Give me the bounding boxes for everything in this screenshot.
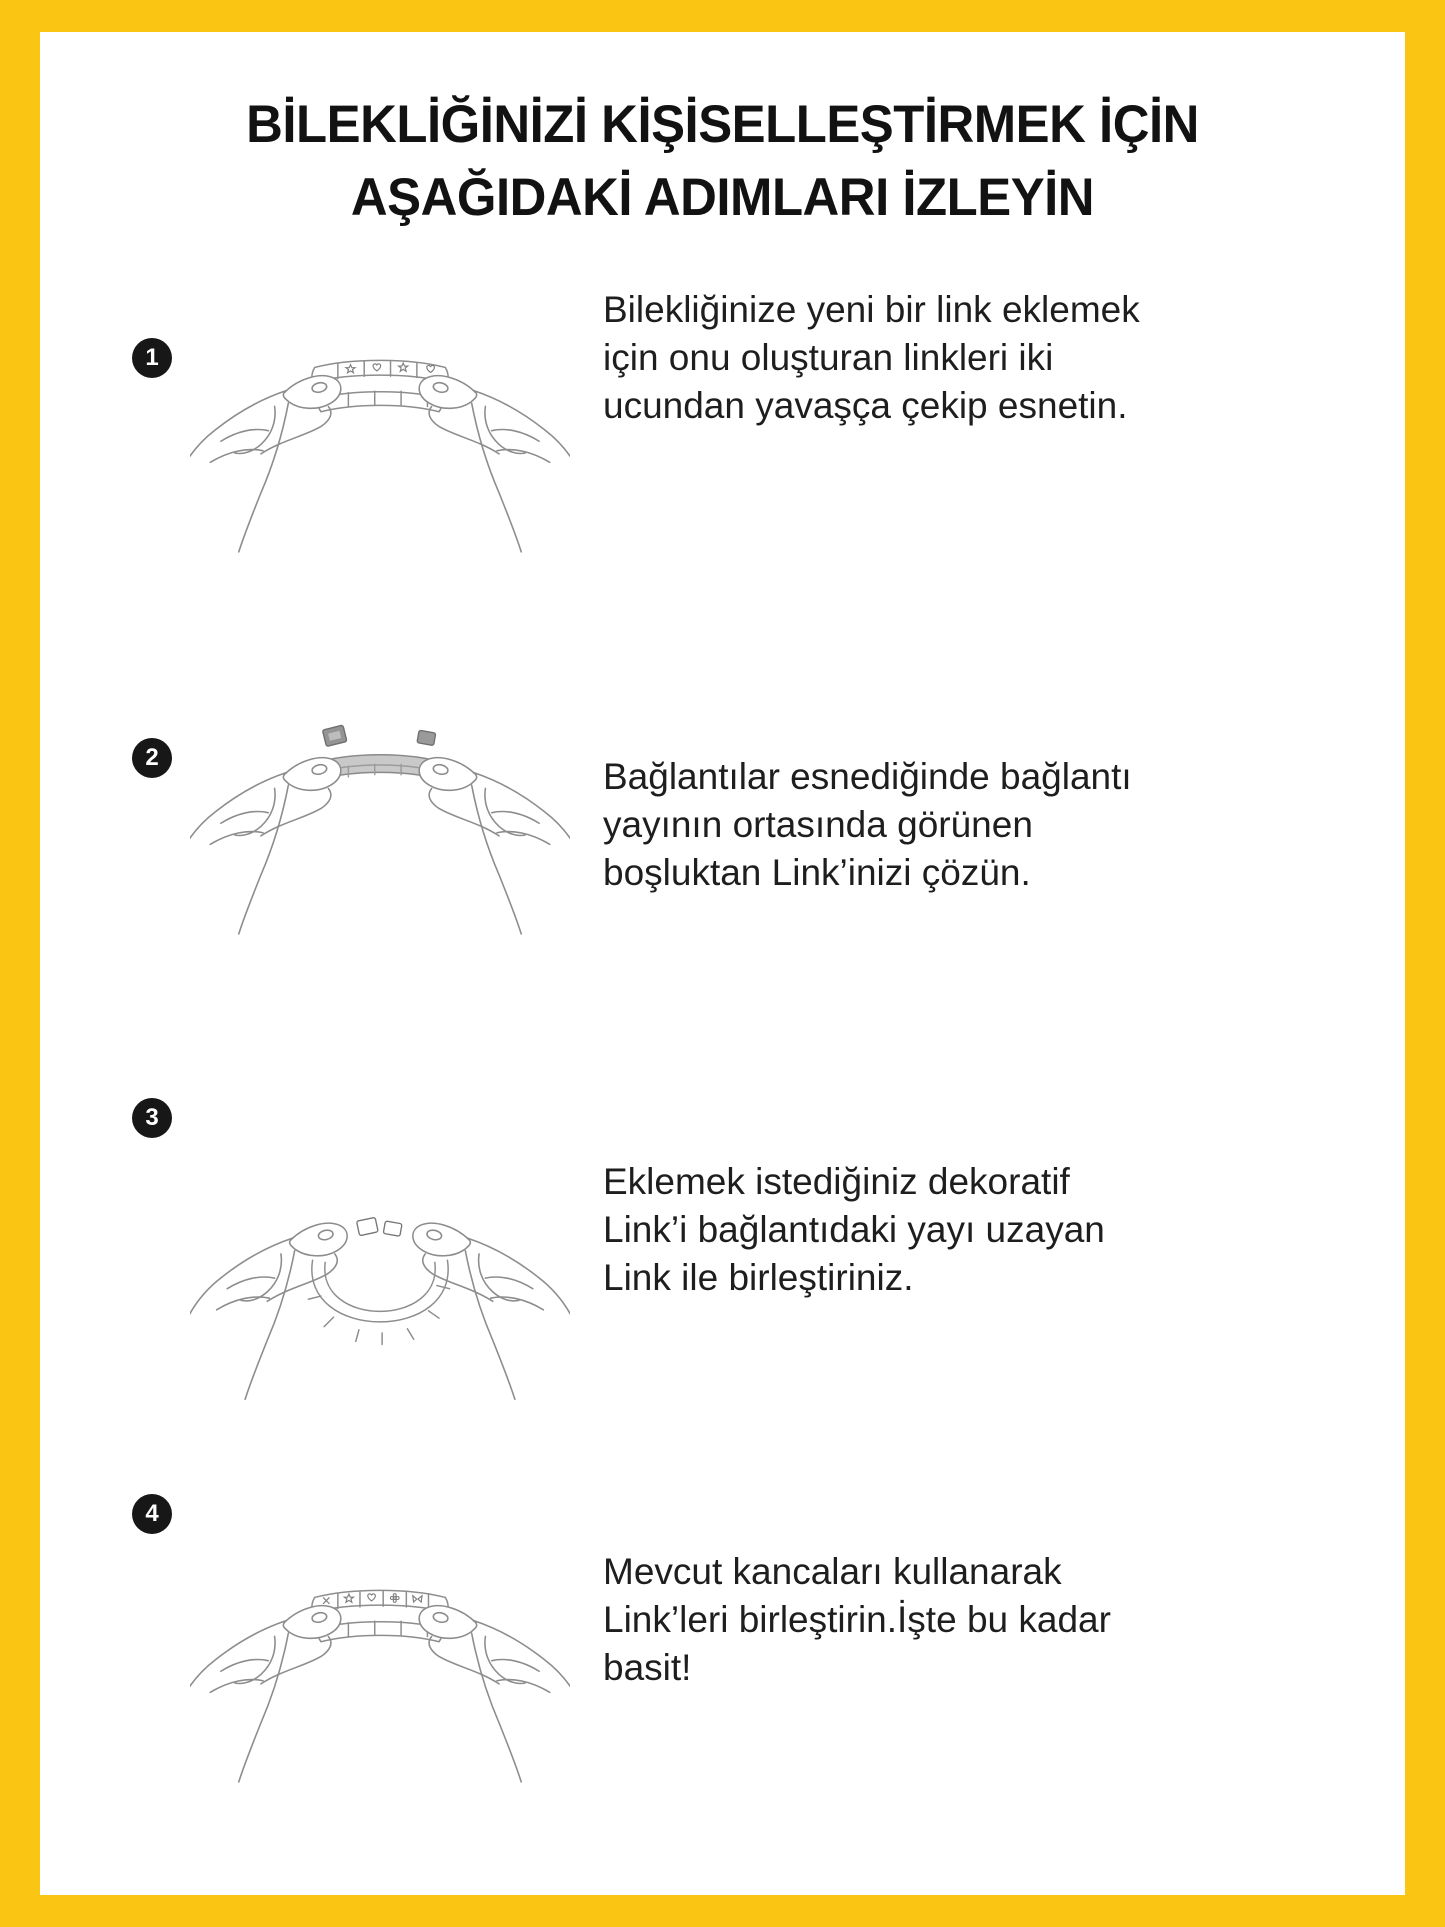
step-3-text-line: Eklemek istediğiniz dekoratif (603, 1161, 1070, 1202)
step-3-illustration (190, 1098, 570, 1418)
step-4-number-badge: 4 (132, 1494, 172, 1534)
step-4-text-line: basit! (603, 1647, 692, 1688)
hands-connecting-links-with-hooks-icon (190, 1510, 570, 1784)
step-1-text-line: için onu oluşturan linkleri iki (603, 337, 1054, 378)
page-title-line-1: BİLEKLİĞİNİZİ KİŞİSELLEŞTİRMEK İÇİN (246, 95, 1199, 154)
step-2-text-line: boşluktan Link’inizi çözün. (603, 852, 1031, 893)
step-4-illustration (190, 1498, 570, 1828)
hands-detaching-link-from-gap-icon (190, 662, 570, 936)
document-sheet (40, 32, 1405, 1895)
step-1-text (603, 286, 1140, 562)
step-3-text-line: Link ile birleştiriniz. (603, 1257, 914, 1298)
step-1-text-line: ucundan yavaşça çekip esnetin. (603, 385, 1128, 426)
step-3-text-line: Link’i bağlantıdaki yayı uzayan (603, 1209, 1105, 1250)
step-4-text-line: Link’leri birleştirin.İşte bu kadar (603, 1599, 1111, 1640)
step-4-badge-column (40, 1498, 190, 1828)
step-4-text (603, 1548, 1111, 1828)
step-1-text-line: Bilekliğinize yeni bir link eklemek (603, 289, 1140, 330)
step-1-badge-column (40, 262, 190, 562)
step-4 (40, 1498, 1405, 1828)
hands-stretching-bracelet-links-icon (190, 280, 570, 554)
page-title-line-2: AŞAĞIDAKİ ADIMLARI İZLEYİN (350, 168, 1095, 227)
step-3 (40, 1098, 1405, 1418)
step-4-text-line: Mevcut kancaları kullanarak (603, 1551, 1062, 1592)
page-title (67, 88, 1377, 234)
step-3-badge-column (40, 1098, 190, 1418)
step-2-text-line: yayının ortasında görünen (603, 804, 1033, 845)
step-2-number-badge: 2 (132, 738, 172, 778)
step-2-illustration (190, 618, 570, 918)
step-1-illustration (190, 262, 570, 562)
hands-joining-decorative-link-icon (190, 1138, 570, 1412)
step-2-badge-column (40, 618, 190, 918)
step-3-number-badge: 3 (132, 1098, 172, 1138)
step-2 (40, 618, 1405, 918)
step-3-text (603, 1158, 1105, 1418)
step-1-number-badge: 1 (132, 338, 172, 378)
step-2-text (603, 753, 1132, 918)
step-1 (40, 262, 1405, 562)
step-2-text-line: Bağlantılar esnediğinde bağlantı (603, 756, 1132, 797)
